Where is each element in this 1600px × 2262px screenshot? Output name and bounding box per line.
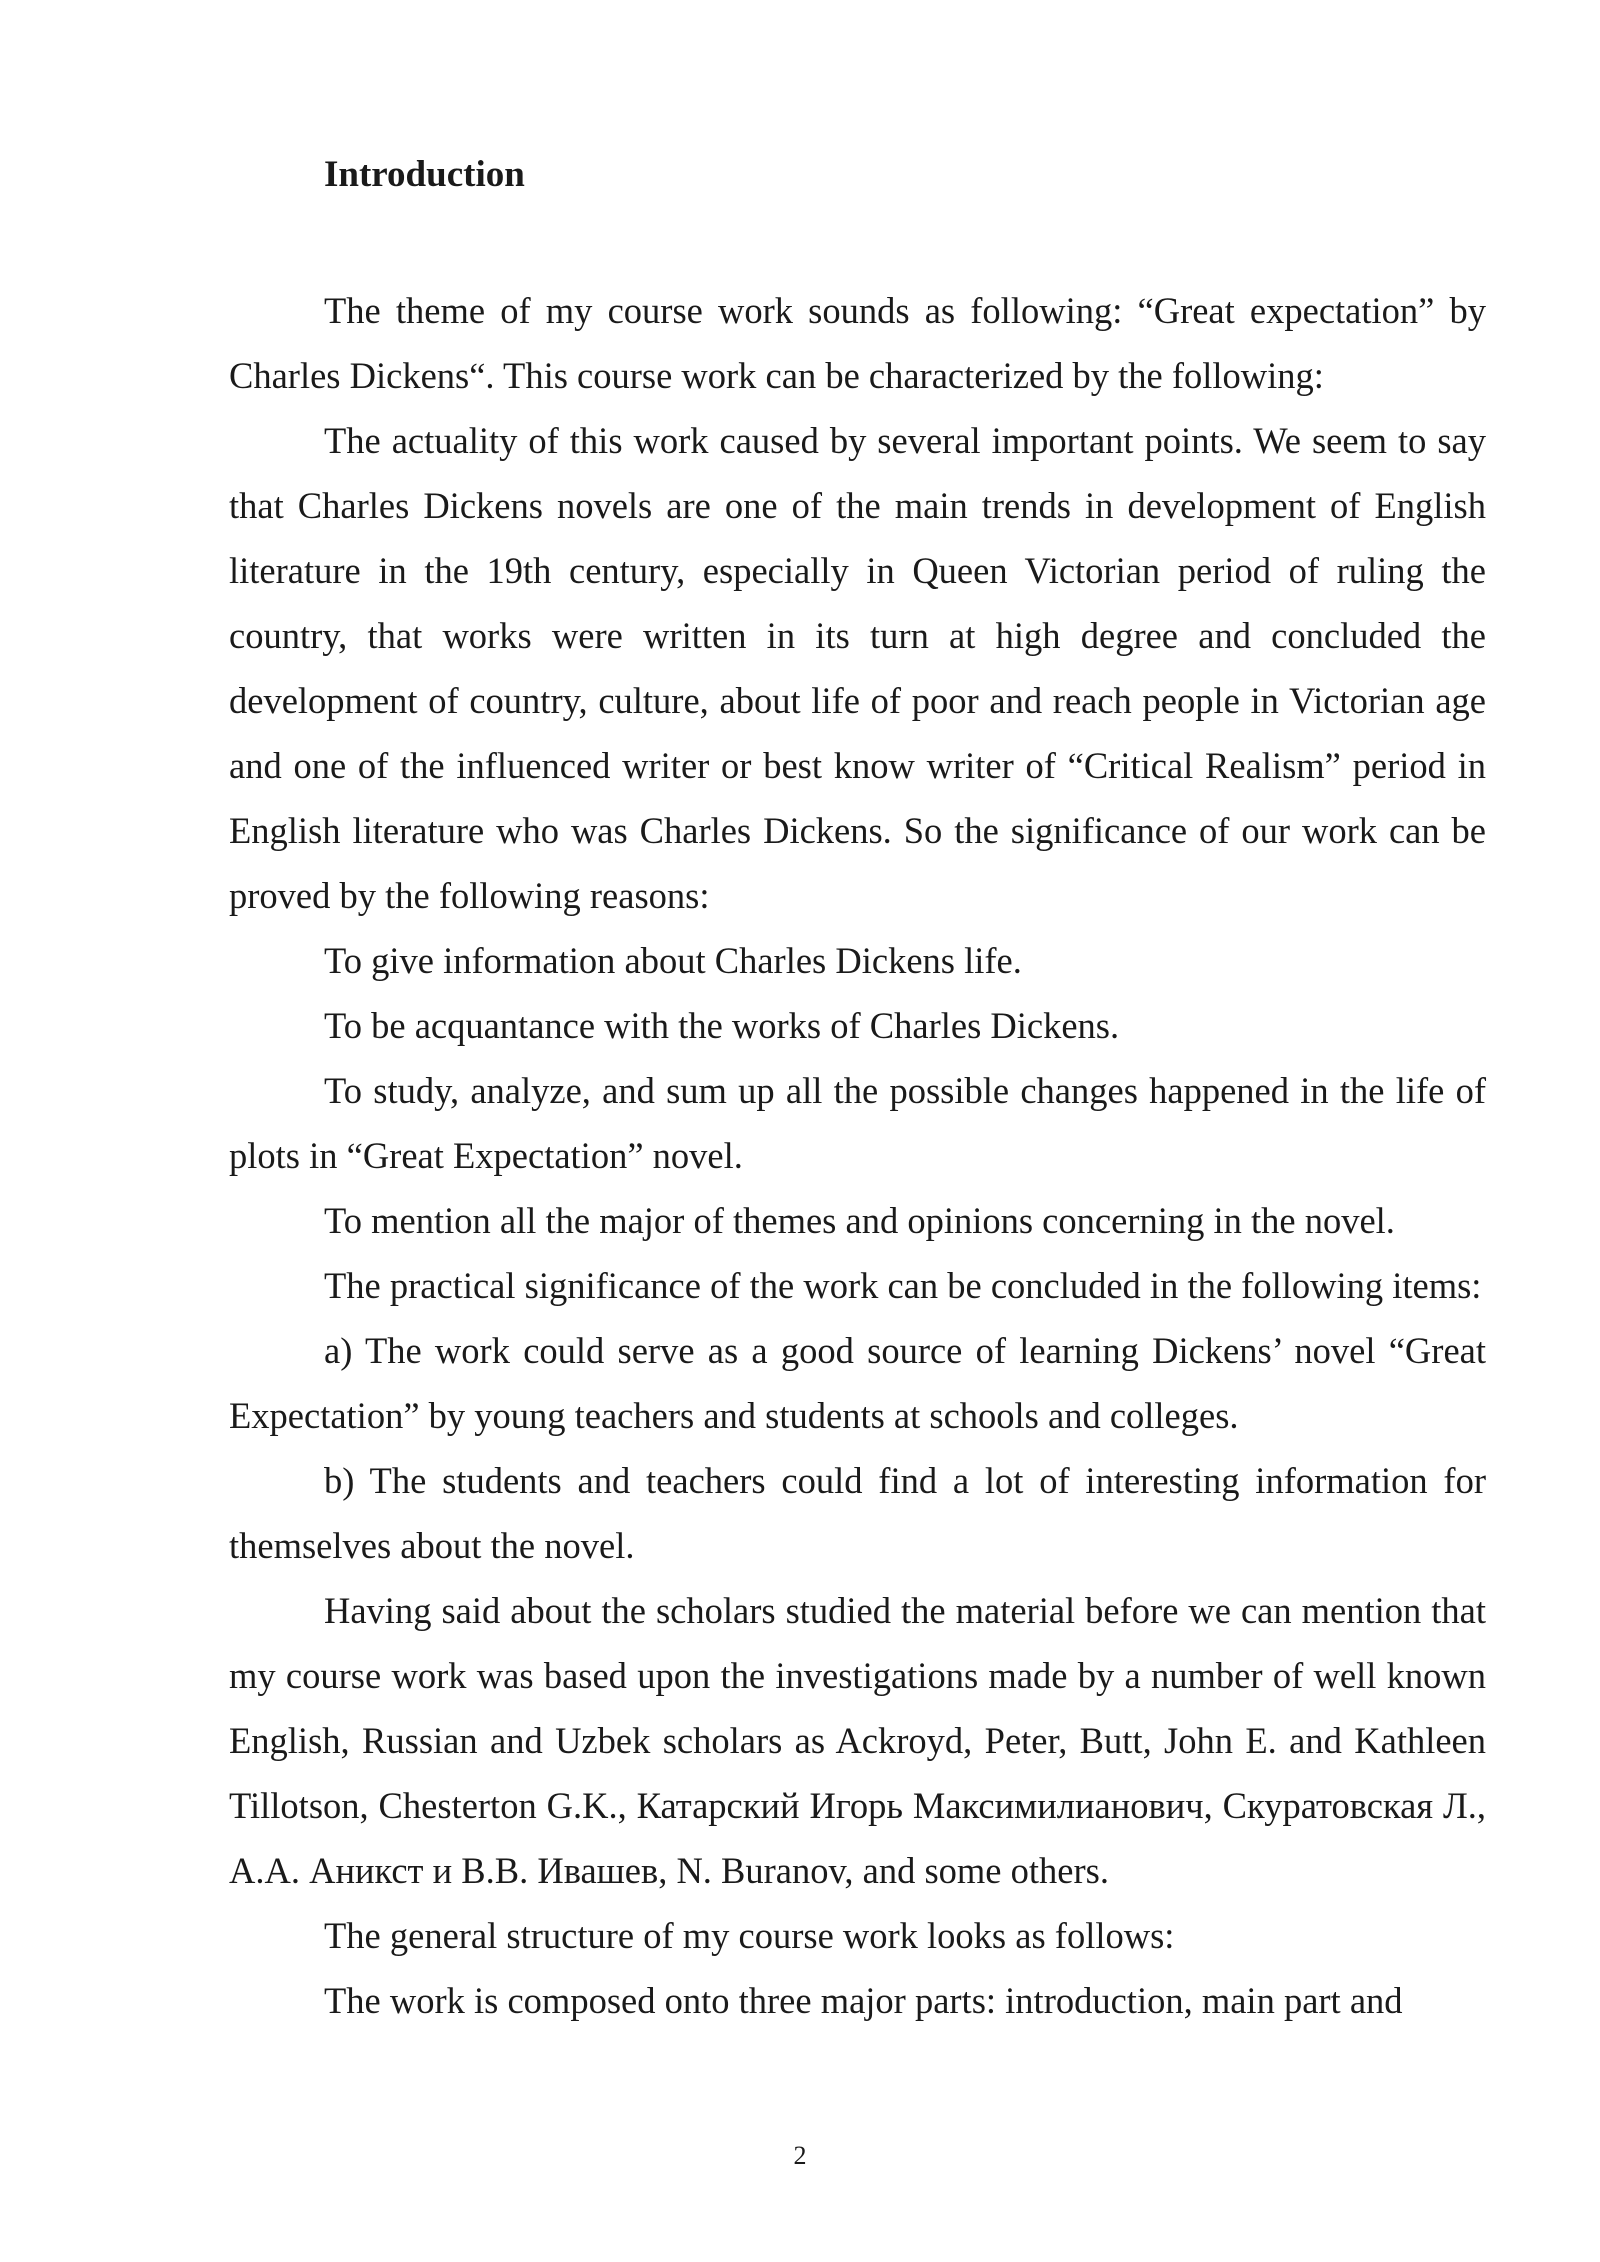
section-heading: Introduction (324, 154, 525, 195)
page-body (229, 148, 1486, 2033)
paragraph-aim-3: To study, analyze, and sum up all the possible changes happened in the life of plots in “Great Expectation” novel. (229, 1070, 1486, 1176)
paragraph-item-b: b) The students and teachers could find a lot of interesting information for themselves about the novel. (229, 1460, 1486, 1566)
paragraph-scholars: Having said about the scholars studied the material before we can mention that my course work was based upon the investigations made by a number of well known English, Russian and Uzbek scholars as Ackroyd, Peter, Butt, John E. and Kathleen Tillotson, Chesterton G.K., Катарский Игорь Максимилианович, Скуратовская Л., А.А. Аникст и В.В. Ивашев, N. Buranov, and some others. (229, 1590, 1486, 1891)
paragraph-theme: The theme of my course work sounds as following: “Great expectation” by Charles Dickens“. This course work can be characterized by the following: (229, 290, 1486, 396)
page-number: 2 (793, 2141, 807, 2170)
paragraph-item-a: a) The work could serve as a good source of learning Dickens’ novel “Great Expectation” by young teachers and students at schools and colleges. (229, 1330, 1486, 1436)
paragraph-aim-1: To give information about Charles Dickens life. (324, 940, 1022, 981)
paragraph-actuality: The actuality of this work caused by several important points. We seem to say that Charles Dickens novels are one of the main trends in development of English literature in the 19th century, especially in Queen Victorian period of ruling the country, that works were written in its turn at high degree and concluded the development of country, culture, about life of poor and reach people in Victorian age and one of the influenced writer or best know writer of “Critical Realism” period in English literature who was Charles Dickens. So the significance of our work can be proved by the following reasons: (229, 420, 1486, 916)
paragraph-aim-2: To be acquantance with the works of Charles Dickens. (324, 1005, 1120, 1046)
paragraph-structure: The general structure of my course work looks as follows: (324, 1915, 1175, 1956)
paragraph-aim-4: To mention all the major of themes and opinions concerning in the novel. (324, 1200, 1395, 1241)
paragraph-practical: The practical significance of the work can be concluded in the following items: (324, 1265, 1482, 1306)
paragraph-composition: The work is composed onto three major parts: introduction, main part and (324, 1980, 1403, 2021)
